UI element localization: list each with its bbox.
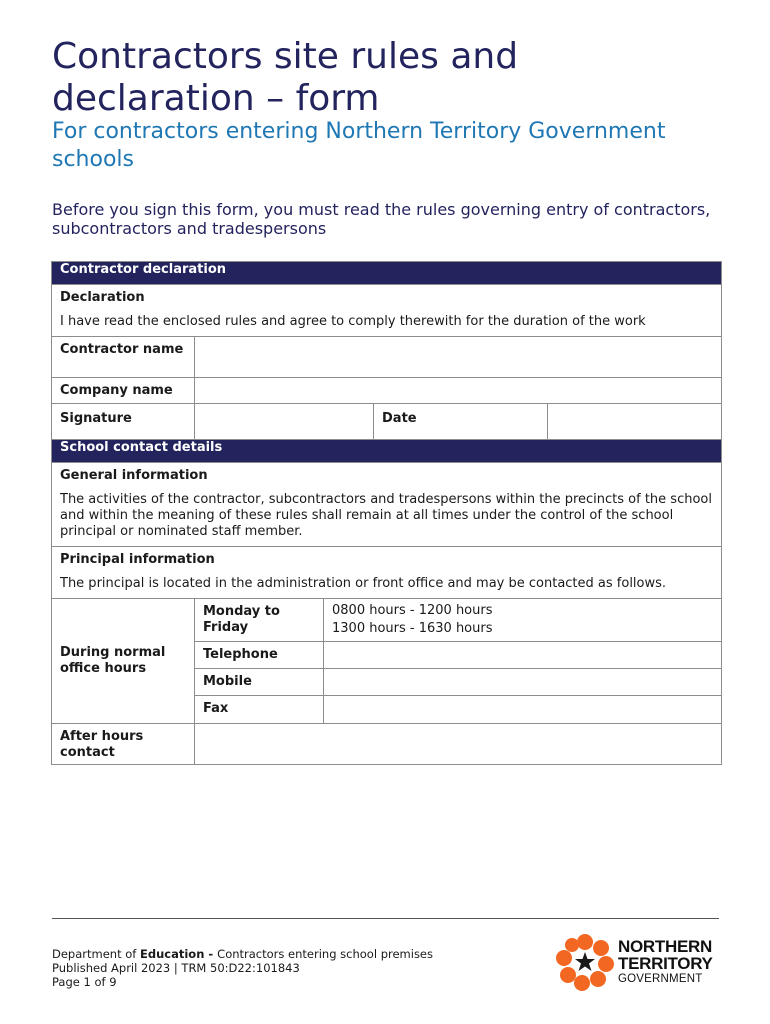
hours-line-1: 0800 hours - 1200 hours [332,603,493,618]
mobile-label: Mobile [195,669,324,696]
contractor-declaration-header [52,262,722,285]
monday-friday-row [52,599,722,642]
school-contact-header [52,440,722,463]
company-name-label: Company name [52,378,195,404]
contractor-name-row [52,337,722,378]
footer-dept-prefix: Department of [52,947,140,961]
logo-line-2: TERRITORY [618,954,713,973]
contractor-declaration-heading: Contractor declaration [52,262,722,285]
declaration-form-table [51,261,722,765]
company-name-row [52,378,722,404]
intro-text: Before you sign this form, you must read the rules governing entry of contractors, subcontractors and tradespersons [52,200,711,238]
office-hours-label: During normal office hours [52,599,195,724]
contractor-name-label: Contractor name [52,337,195,378]
after-hours-row [52,724,722,765]
date-field[interactable] [548,404,722,440]
fax-label: Fax [195,696,324,724]
fax-field[interactable] [324,696,722,724]
desert-rose-icon [556,933,614,991]
footer-published: Published April 2023 | TRM 50:D22:101843 [52,961,300,975]
page-subtitle: For contractors entering Northern Territory Government schools [52,119,666,172]
monday-friday-label: Monday to Friday [195,599,324,642]
after-hours-field[interactable] [195,724,722,765]
telephone-label: Telephone [195,642,324,669]
logo-line-1: NORTHERN [618,937,712,956]
general-information-title: General information [60,468,208,483]
school-contact-heading: School contact details [52,440,722,463]
contractor-name-field[interactable] [195,337,722,378]
logo-line-3: GOVERNMENT [618,973,703,985]
date-label: Date [374,404,548,440]
signature-row [52,404,722,440]
declaration-title: Declaration [60,290,145,305]
after-hours-label: After hours contact [52,724,195,765]
declaration-row [52,285,722,337]
general-information-text: The activities of the contractor, subcontractors and tradespersons within the precincts of the school and within the meaning of these rules shall remain at all times under the control of the school principal or nominated staff member. [60,492,712,539]
telephone-field[interactable] [324,642,722,669]
principal-information-text: The principal is located in the administration or front office and may be contacted as follows. [60,576,667,591]
hours-cell [324,599,722,642]
principal-information-row [52,547,722,599]
principal-information-title: Principal information [60,552,215,567]
hours-line-2: 1300 hours - 1630 hours [332,621,493,636]
company-name-field[interactable] [195,378,722,404]
footer [52,947,433,989]
page-title: Contractors site rules and declaration – form [52,36,519,119]
footer-page-number: Page 1 of 9 [52,975,117,989]
nt-government-logo [556,933,724,991]
mobile-field[interactable] [324,669,722,696]
signature-field[interactable] [195,404,374,440]
general-information-row [52,463,722,547]
declaration-text: I have read the enclosed rules and agree to comply therewith for the duration of the work [60,314,646,329]
footer-divider [52,918,719,919]
footer-line-1 [52,947,433,961]
footer-doc-title: Contractors entering school premises [217,947,433,961]
footer-dept-name: Education - [140,947,218,961]
signature-label: Signature [52,404,195,440]
